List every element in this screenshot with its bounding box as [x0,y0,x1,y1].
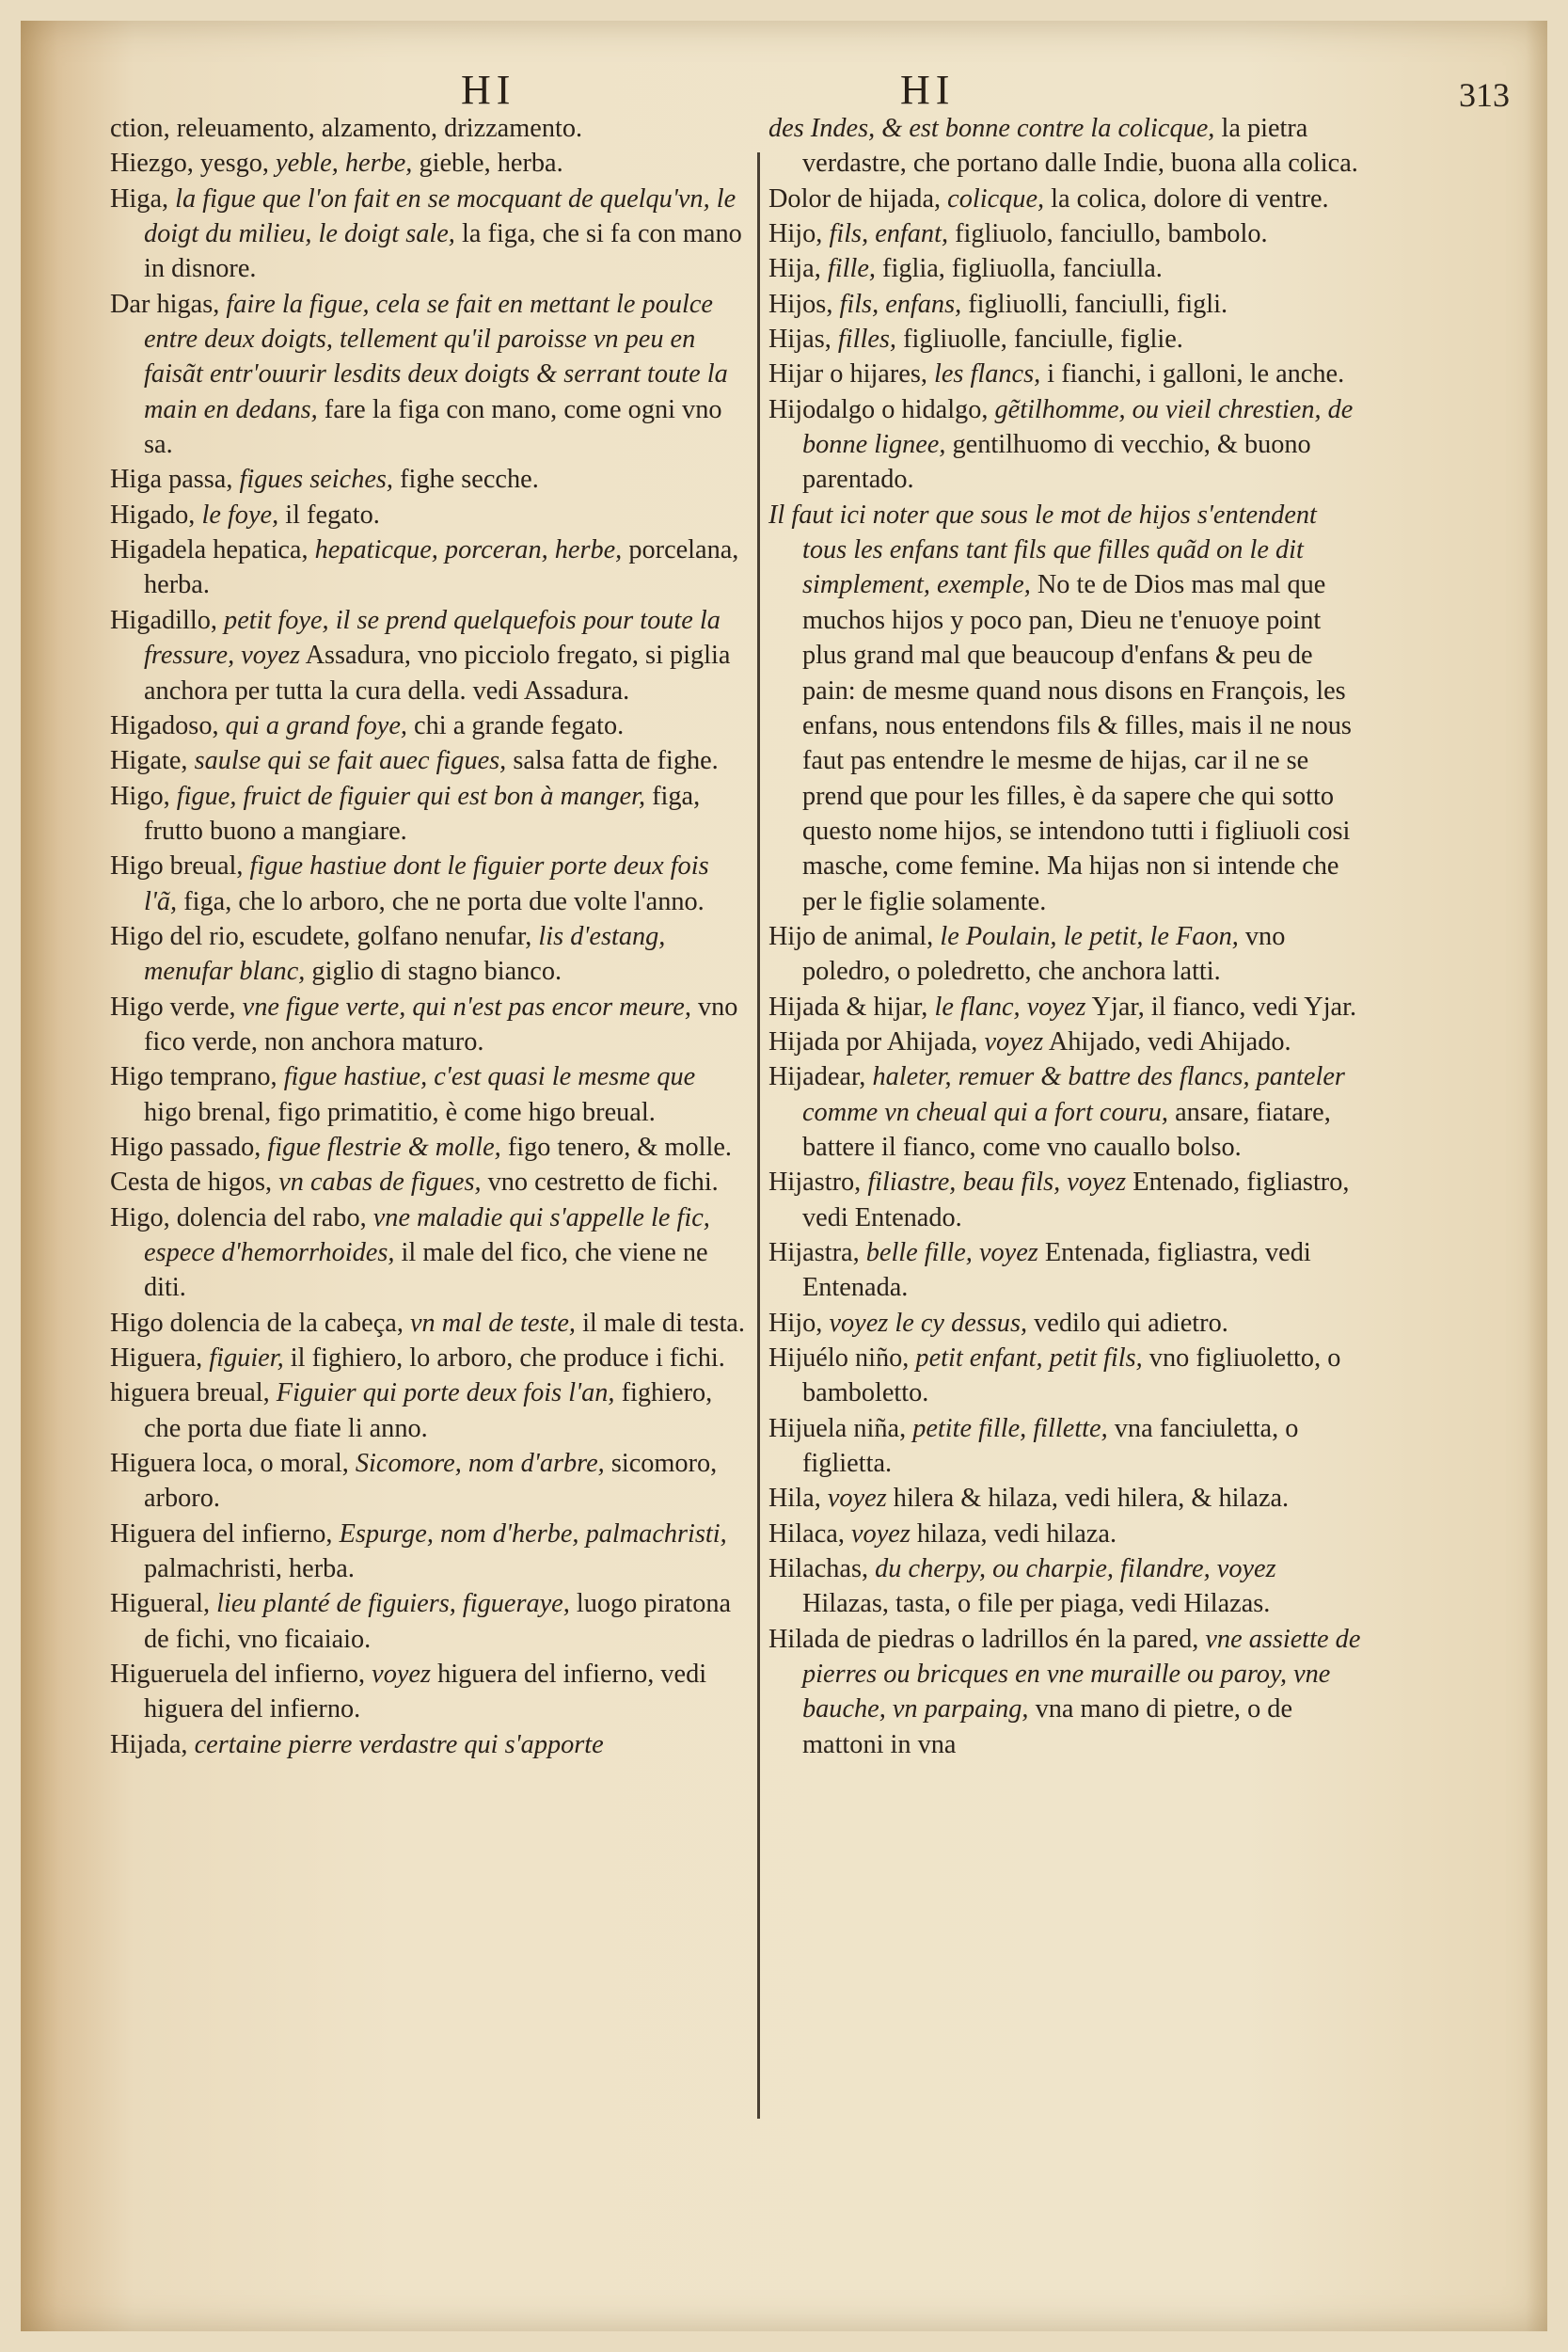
entry-italian: ansare, fiatare, battere il fianco, come vno cauallo bolso. [802,1097,1331,1162]
entry-headword: Higueral, [110,1589,217,1619]
entry-italian: il male del fico, che viene ne diti. [144,1238,708,1303]
entry-italian: ction, releuamento, alzamento, drizzamento. [110,114,583,143]
entry-french: Espurge, nom d'herbe, palmachristi, [339,1518,727,1549]
dictionary-entry [768,1481,1366,1516]
entry-headword: Higuera del infierno, [110,1518,340,1549]
entry-french: qui a grand foye, [225,710,407,740]
entry-french: figue hastiue dont le figuier porte deux fois l'ã, [144,851,709,916]
entry-headword: Hijas, [768,325,838,355]
entry-italian: la pietra verdastre, che portano dalle Indie, buona alla colica. [802,114,1358,179]
dictionary-entry [768,251,1366,286]
left-column [110,111,746,1762]
dictionary-entry [110,532,746,603]
entry-italian: vna mano di pietre, o de mattoni in vna [802,1694,1293,1759]
dictionary-entry [110,1586,746,1657]
entry-italian: No te de Dios mas mal que muchos hijos y poco pan, Dieu ne t'enuoye point plus grand mal que beaucoup d'enfans & peu de pain: de mesme quand nous disons en François, les enfans, nous entendons fils & filles, mais il ne nous faut pas entendre le mesme de hijas, car il ne se prend que pour les filles, è da sapere che qui sotto questo nome hijos, se intendono tutti i figliuoli cosi masche, come femine. Ma hijas non si intende che per le figlie solamente. [802,570,1352,916]
entry-french: certaine pierre verdastre qui s'apporte [194,1729,604,1759]
dictionary-entry [110,1517,746,1587]
entry-italian: hilaza, vedi hilaza. [916,1518,1117,1549]
dictionary-entry [110,462,746,497]
entry-italian: Ahijado, vedi Ahijado. [1048,1026,1291,1057]
dictionary-entry [110,1657,746,1727]
entry-french: figue flestrie & molle, [267,1132,501,1162]
dictionary-entry [768,1517,1366,1551]
dictionary-entry [768,287,1366,322]
entry-italian: palmachristi, herba. [144,1554,355,1584]
dictionary-entry [110,1446,746,1517]
entry-italian: Yjar, il fianco, vedi Yjar. [1091,992,1357,1022]
entry-french: voyez le cy dessus, [829,1308,1028,1338]
column-divider [757,152,760,2119]
dictionary-entry [768,1025,1366,1059]
entry-italian: figliuolli, fanciulli, figli. [968,289,1228,319]
entry-french: vne assiette de pierres ou bricques en vne muraille ou paroy, vne bauche, vn parpaing, [802,1624,1361,1724]
entry-french: le foye, [201,500,279,530]
entry-headword: Higo passado, [110,1132,268,1162]
page-number: 313 [1459,76,1510,114]
entry-headword: Hilada de piedras o ladrillos én la pared, [768,1624,1206,1654]
dictionary-entry [110,779,746,850]
dictionary-entry [768,1341,1366,1411]
entry-headword: Hijuélo niño, [768,1343,916,1374]
entry-french: petit foye, il se prend quelquefois pour toute la fressure, voyez [144,605,721,671]
dictionary-entry [768,357,1366,391]
entry-headword: Hijo, [768,219,830,249]
entry-italian: la figa, che si fa con mano in disnore. [144,219,742,284]
dictionary-entry [110,146,746,181]
entry-italian: vno cestretto de fichi. [487,1168,719,1198]
entry-headword: Hilachas, [768,1554,876,1584]
entry-french: voyez [372,1660,431,1690]
entry-french: Figuier qui porte deux fois l'an, [276,1378,615,1408]
dictionary-entry [768,919,1366,990]
entry-french: le flanc, voyez [934,992,1086,1022]
entry-italian: gieble, herba. [419,149,563,179]
entry-italian: hilera & hilaza, vedi hilera, & hilaza. [893,1484,1290,1514]
dictionary-entry [110,1727,746,1762]
entry-headword: Higo verde, [110,992,243,1022]
entry-headword: Hijuela niña, [768,1413,913,1443]
entry-headword: Hijada, [110,1729,195,1759]
entry-headword: Hijastro, [768,1168,868,1198]
dictionary-entry [110,1200,746,1306]
dictionary-entry [768,1622,1366,1762]
entry-french: Il faut ici noter que sous le mot de hijos s'entendent tous les enfans tant fils que filles quãd on le dit simplement, exemple, [768,500,1317,600]
entry-headword: Hijo de animal, [768,921,941,951]
entry-italian: fighe secche. [400,465,539,495]
entry-italian: giglio di stagno bianco. [311,957,562,987]
entry-french: fils, enfant, [829,219,949,249]
entry-italian: Entenada, figliastra, vedi Entenada. [802,1238,1311,1303]
dictionary-entry [768,1306,1366,1341]
entry-italian: vno poledro, o poledretto, che anchora latti. [802,921,1286,987]
entry-headword: Hija, [768,254,828,284]
entry-headword: Hijos, [768,289,840,319]
entry-headword: Higa, [110,183,176,214]
entry-headword: Higo breual, [110,851,250,882]
entry-headword: Hijadear, [768,1062,873,1092]
entry-french: petit enfant, petit fils, [915,1343,1143,1374]
entry-italian: gentilhuomo di vecchio, & buono parentado. [802,430,1311,495]
dictionary-entry [110,1165,746,1200]
entry-headword: Higo, [110,781,177,811]
entry-italian: il fighiero, lo arboro, che produce i fichi. [290,1343,725,1374]
entry-italian: luogo piratona de fichi, vno ficaiaio. [144,1589,732,1654]
entry-headword: Hijodalgo o hidalgo, [768,394,995,424]
entry-french: belle fille, voyez [865,1238,1038,1267]
entry-french: fille, [827,254,876,284]
entry-french: figues seiches, [239,465,393,495]
entry-headword: Higate, [110,746,195,776]
entry-headword: Hijada & hijar, [768,992,935,1022]
entry-french: voyez [851,1518,911,1549]
entry-italian: la colica, dolore di ventre. [1051,183,1329,214]
entry-french: les flancs, [934,359,1041,389]
dictionary-entry [110,111,746,146]
dictionary-entry [768,322,1366,357]
dictionary-entry [768,392,1366,498]
entry-italian: il male di testa. [582,1308,745,1338]
right-column [768,111,1366,1762]
entry-italian: il fegato. [285,500,380,530]
entry-italian: figliuolle, fanciulle, figlie. [903,325,1183,355]
entry-headword: Higadillo, [110,605,225,635]
entry-french: vn cabas de figues, [278,1168,482,1198]
dictionary-entry [110,990,746,1060]
entry-italian: higo brenal, figo primatitio, è come higo breual. [144,1097,656,1127]
entry-french: des Indes, & est bonne contre la colicque, [768,114,1215,143]
dictionary-entry [768,1165,1366,1235]
entry-french: vne figue verte, qui n'est pas encor meure, [242,992,691,1022]
dictionary-entry [768,216,1366,251]
entry-french: colicque, [947,183,1045,214]
entry-french: voyez [827,1484,887,1514]
entry-headword: Higuera loca, o moral, [110,1449,356,1479]
entry-french: le Poulain, le petit, le Faon, [940,921,1239,951]
entry-french: figue, fruict de figuier qui est bon à manger, [176,781,646,811]
entry-french: filles, [837,325,896,355]
entry-french: du cherpy, ou charpie, filandre, voyez [875,1554,1276,1584]
dictionary-entry [110,1306,746,1341]
entry-italian: figliuolo, fanciullo, bambolo. [955,219,1268,249]
entry-headword: Higadela hepatica, [110,535,315,565]
entry-italian: higuera del infierno, vedi higuera del infierno. [144,1660,707,1724]
entry-headword: Hijastra, [768,1238,866,1267]
dictionary-entry [110,1341,746,1375]
entry-headword: Hila, [768,1484,828,1514]
entry-french: la figue que l'on fait en se mocquant de quelqu'vn, le doigt du milieu, le doigt sale, [144,183,736,249]
dictionary-entry [110,182,746,287]
entry-headword: Hijar o hijares, [768,359,935,389]
entry-headword: Higueruela del infierno, [110,1660,372,1690]
entry-headword: Higa passa, [110,465,240,495]
dictionary-entry [110,849,746,919]
entry-french: gẽtilhomme, ou vieil chrestien, de bonne lignee, [802,394,1354,460]
entry-french: yeble, herbe, [276,149,413,179]
entry-headword: Higo dolencia de la cabeça, [110,1308,410,1338]
entry-headword: Dolor de hijada, [768,183,948,214]
entry-italian: figa, frutto buono a mangiare. [144,781,701,846]
entry-headword: Higuera, [110,1343,210,1374]
entry-italian: chi a grande fegato. [414,710,625,740]
dictionary-entry [768,1235,1366,1306]
book-page [21,21,1547,2331]
dictionary-entry [110,1130,746,1165]
dictionary-entry [768,1059,1366,1165]
entry-headword: Hiezgo, yesgo, [110,149,277,179]
entry-french: figuier, [209,1343,284,1374]
dictionary-entry [110,1059,746,1130]
entry-italian: sicomoro, arboro. [144,1449,718,1514]
entry-italian: figa, che lo arboro, che ne porta due volte l'anno. [183,886,705,916]
entry-french: vn mal de teste, [409,1308,576,1338]
entry-french: figue hastiue, c'est quasi le mesme que [283,1062,696,1092]
entry-french: vne maladie qui s'appelle le fic, espece d'hemorrhoides, [144,1202,710,1267]
running-head-right: HI [900,67,956,113]
entry-italian: salsa fatta de fighe. [513,746,719,776]
entry-french: petite fille, fillette, [912,1413,1108,1443]
entry-italian: porcelana, herba. [144,535,739,600]
dictionary-entry [768,182,1366,216]
entry-italian: Hilazas, tasta, o file per piaga, vedi Hilazas. [802,1589,1271,1619]
entry-italian: vedilo qui adietro. [1034,1308,1228,1338]
entry-headword: higuera breual, [110,1378,277,1408]
entry-italian: fighiero, che porta due fiate li anno. [144,1378,713,1443]
entry-headword: Cesta de higos, [110,1168,279,1198]
entry-french: haleter, remuer & battre des flancs, panteler comme vn cheual qui a fort couru, [802,1062,1345,1127]
entry-headword: Higado, [110,500,202,530]
entry-headword: Hijo, [768,1308,830,1338]
entry-italian: vno figliuoletto, o bamboletto. [802,1343,1341,1408]
dictionary-entry [110,743,746,778]
dictionary-entry [110,498,746,532]
dictionary-entry [768,1551,1366,1622]
dictionary-entry [110,1375,746,1446]
dictionary-entry [768,111,1366,182]
entry-italian: vno fico verde, non anchora maturo. [144,992,738,1057]
entry-headword: Higo temprano, [110,1062,284,1092]
entry-french: fils, enfans, [839,289,962,319]
entry-italian: figlia, figliuolla, fanciulla. [882,254,1163,284]
dictionary-entry [110,287,746,463]
entry-french: lis d'estang, menufar blanc, [144,921,666,987]
entry-headword: Higo, dolencia del rabo, [110,1202,373,1232]
entry-headword: Hilaca, [768,1518,851,1549]
entry-headword: Hijada por Ahijada, [768,1026,985,1057]
entry-french: faire la figue, cela se fait en mettant le poulce entre deux doigts, tellement qu'il paroisse vn peu en faisãt entr'ouurir lesdits deux doigts & serrant toute la main en dedans, [144,289,728,424]
dictionary-entry [110,708,746,743]
entry-french: hepaticque, porceran, herbe, [314,535,623,565]
entry-headword: Dar higas, [110,289,227,319]
dictionary-entry [768,498,1366,919]
entry-french: Sicomore, nom d'arbre, [355,1449,605,1479]
entry-italian: Assadura, vno picciolo fregato, si piglia anchora per tutta la cura della. vedi Assadura. [144,641,731,706]
dictionary-entry [768,990,1366,1025]
running-head-left: HI [461,67,516,113]
entry-headword: Higadoso, [110,710,226,740]
dictionary-entry [110,919,746,990]
entry-french: filiastre, beau fils, voyez [867,1168,1127,1198]
entry-headword: Higo del rio, escudete, golfano nenufar, [110,921,539,951]
entry-italian: figo tenero, & molle. [507,1132,732,1162]
dictionary-entry [768,1411,1366,1482]
entry-french: voyez [984,1026,1044,1057]
entry-italian: fare la figa con mano, come ogni vno sa. [144,394,722,460]
entry-french: saulse qui se fait auec figues, [194,746,507,776]
entry-italian: Entenado, figliastro, vedi Entenado. [802,1168,1350,1232]
dictionary-entry [110,603,746,708]
entry-italian: i fianchi, i galloni, le anche. [1047,359,1345,389]
entry-italian: vna fanciuletta, o figlietta. [802,1413,1299,1479]
entry-french: lieu planté de figuiers, figueraye, [216,1589,570,1619]
